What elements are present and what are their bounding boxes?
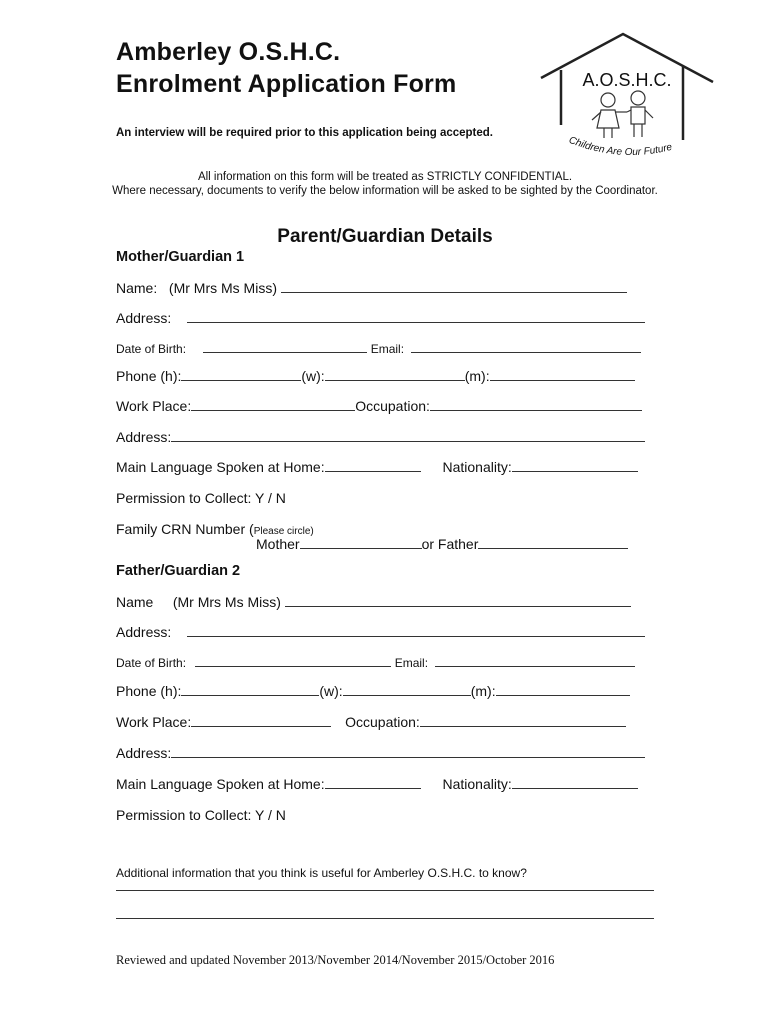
occupation-label: Occupation: [345, 714, 420, 730]
father-address-field[interactable] [187, 624, 645, 637]
title-options: (Mr Mrs Ms Miss) [172, 594, 281, 610]
phone-home-label: Phone (h): [116, 368, 182, 384]
mother-crn-row [116, 521, 314, 537]
father-work-row [116, 714, 626, 730]
interview-note: An interview will be required prior to this application being accepted. [116, 127, 494, 139]
additional-line-2[interactable] [116, 918, 654, 919]
language-label: Main Language Spoken at Home: [116, 776, 325, 792]
phone-work-label: (w): [319, 683, 343, 699]
phone-mobile-label: (m): [470, 683, 496, 699]
father-address2-field[interactable] [171, 745, 645, 758]
confidential-line-1: All information on this form will be treated as STRICTLY CONFIDENTIAL. [197, 171, 573, 183]
address-label: Address: [116, 310, 172, 326]
father-language-field[interactable] [325, 776, 421, 789]
mother-address2-row [116, 429, 645, 445]
revision-footer: Reviewed and updated November 2013/November 2014/November 2015/October 2016 [116, 953, 555, 967]
crn-father-option[interactable]: or Father [421, 536, 479, 552]
address-label: Address: [116, 624, 172, 640]
confidential-line-2: Where necessary, documents to verify the below information will be asked to be sighted by the Coordinator. [112, 185, 658, 197]
mother-dob-email-row [116, 340, 641, 356]
father-name-field[interactable] [285, 594, 631, 607]
phone-home-label: Phone (h): [116, 683, 182, 699]
crn-note: Please circle) [253, 526, 314, 537]
additional-question: Additional information that you think is useful for Amberley O.S.H.C. to know? [116, 866, 527, 880]
crn-label: Family CRN Number ( [116, 521, 254, 537]
email-label: Email: [394, 656, 429, 670]
mother-permission[interactable]: Permission to Collect: Y / N [116, 490, 286, 506]
section-title: Parent/Guardian Details [277, 226, 493, 247]
father-guardian-heading: Father/Guardian 2 [116, 563, 241, 579]
title-options: (Mr Mrs Ms Miss) [168, 280, 277, 296]
occupation-label: Occupation: [355, 398, 430, 414]
mother-phone-mobile-field[interactable] [490, 368, 635, 381]
name-label: Name: [116, 280, 158, 296]
mother-work-row [116, 398, 642, 414]
mother-address-row [116, 310, 645, 326]
mother-phone-row [116, 368, 635, 384]
father-phone-home-field[interactable] [181, 683, 319, 696]
work-place-label: Work Place: [116, 398, 192, 414]
father-work-place-field[interactable] [191, 714, 331, 727]
mother-email-field[interactable] [411, 340, 641, 353]
father-name-row [116, 594, 631, 610]
father-nationality-field[interactable] [512, 776, 638, 789]
mother-address2-field[interactable] [171, 429, 645, 442]
address2-label: Address: [116, 429, 172, 445]
father-address-row [116, 624, 645, 640]
father-occupation-field[interactable] [420, 714, 626, 727]
form-title-line-2: Enrolment Application Form [116, 70, 457, 98]
mother-occupation-field[interactable] [430, 398, 642, 411]
mother-phone-home-field[interactable] [181, 368, 301, 381]
form-title-line-1: Amberley O.S.H.C. [116, 38, 341, 66]
mother-language-row [116, 459, 638, 475]
mother-language-field[interactable] [325, 459, 421, 472]
father-dob-email-row [116, 654, 635, 670]
language-label: Main Language Spoken at Home: [116, 459, 325, 475]
crn-father-field[interactable] [478, 536, 628, 549]
mother-dob-field[interactable] [203, 340, 367, 353]
aoshc-logo [535, 30, 720, 160]
crn-mother-field[interactable] [300, 536, 422, 549]
phone-mobile-label: (m): [464, 368, 490, 384]
address2-label: Address: [116, 745, 172, 761]
email-label: Email: [370, 342, 405, 356]
father-permission[interactable]: Permission to Collect: Y / N [116, 807, 286, 823]
father-address2-row [116, 745, 645, 761]
mother-nationality-field[interactable] [512, 459, 638, 472]
father-dob-field[interactable] [195, 654, 391, 667]
logo-letters: A.O.S.H.C. [582, 70, 672, 90]
mother-name-row [116, 280, 627, 296]
dob-label: Date of Birth: [116, 656, 187, 670]
name-label: Name [116, 594, 154, 610]
dob-label: Date of Birth: [116, 342, 187, 356]
logo-tagline: Children Are Our Future [567, 134, 674, 159]
mother-address-field[interactable] [187, 310, 645, 323]
mother-guardian-heading: Mother/Guardian 1 [116, 249, 245, 265]
mother-phone-work-field[interactable] [325, 368, 465, 381]
mother-name-field[interactable] [281, 280, 627, 293]
additional-line-1[interactable] [116, 890, 654, 891]
svg-text:Children Are Our Future [567, 135, 673, 158]
mother-work-place-field[interactable] [191, 398, 355, 411]
crn-mother-option[interactable]: Mother [256, 536, 300, 552]
nationality-label: Nationality: [442, 459, 512, 475]
father-phone-mobile-field[interactable] [496, 683, 630, 696]
phone-work-label: (w): [301, 368, 325, 384]
father-email-field[interactable] [435, 654, 635, 667]
father-phone-row [116, 683, 630, 699]
father-phone-work-field[interactable] [343, 683, 471, 696]
nationality-label: Nationality: [442, 776, 512, 792]
work-place-label: Work Place: [116, 714, 192, 730]
crn-options-row [256, 536, 628, 552]
father-language-row [116, 776, 638, 792]
